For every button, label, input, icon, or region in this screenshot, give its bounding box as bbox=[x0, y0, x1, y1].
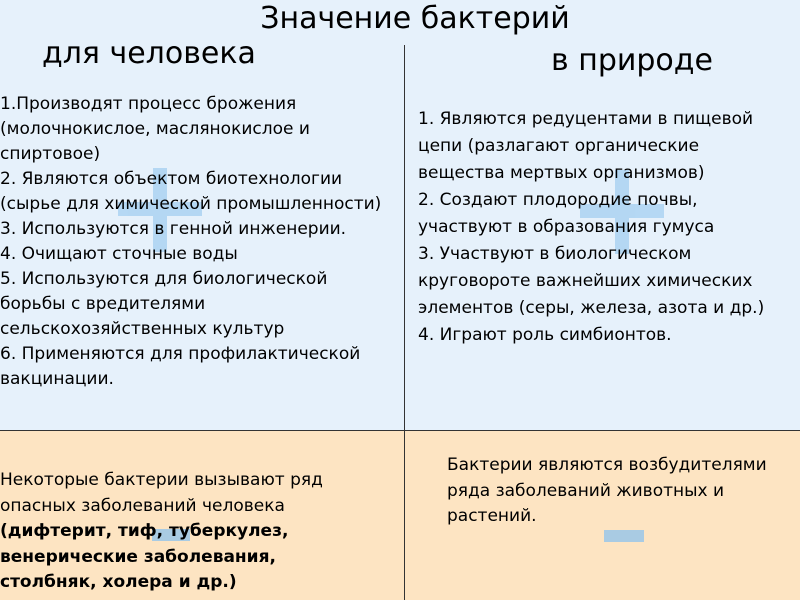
text-line: Бактерии являются возбудителями bbox=[447, 455, 767, 475]
page-title: Значение бактерий bbox=[260, 1, 570, 36]
list-item: круговороте важнейших химических bbox=[418, 271, 753, 291]
list-item: участвуют в образования гумуса bbox=[418, 217, 715, 237]
human-benefits-list bbox=[0, 92, 381, 392]
list-item: 2. Являются объектом биотехнологии bbox=[0, 169, 343, 189]
right-column-heading: в природе bbox=[551, 43, 713, 78]
list-item: 5. Используются для биологической bbox=[0, 269, 328, 289]
list-item: борьбы с вредителями bbox=[0, 294, 206, 314]
disease-list-line: венерические заболевания, bbox=[0, 546, 276, 567]
list-item: 1.Производят процесс брожения bbox=[0, 94, 297, 114]
list-item: сельскохозяйственных культур bbox=[0, 319, 285, 339]
vertical-divider bbox=[404, 45, 405, 600]
list-item: вакцинации. bbox=[0, 369, 114, 389]
list-item: цепи (разлагают органические bbox=[418, 136, 700, 156]
disease-list-line: столбняк, холера и др.) bbox=[0, 572, 237, 592]
list-item: 2. Создают плодородие почвы, bbox=[418, 190, 698, 210]
horizontal-divider bbox=[0, 430, 800, 431]
text-line: опасных заболеваний человека bbox=[0, 495, 285, 516]
text-line: Некоторые бактерии вызывают ряд bbox=[0, 470, 323, 490]
list-item: 6. Применяются для профилактической bbox=[0, 344, 361, 364]
list-item: 4. Очищают сточные воды bbox=[0, 244, 238, 264]
disease-list-line: (дифтерит, тиф, туберкулез, bbox=[0, 521, 289, 541]
minus-sign-right-icon bbox=[604, 530, 644, 542]
list-item: 3. Участвуют в биологическом bbox=[418, 244, 692, 264]
list-item: 3. Используются в генной инженерии. bbox=[0, 219, 347, 239]
list-item: 4. Играют роль симбионтов. bbox=[418, 325, 672, 345]
list-item: (молочнокислое, маслянокислое и bbox=[0, 119, 310, 139]
left-column-heading: для человека bbox=[42, 36, 256, 71]
list-item: вещества мертвых организмов) bbox=[418, 163, 705, 183]
text-line: ряда заболеваний животных и bbox=[447, 480, 725, 501]
nature-benefits-list bbox=[418, 106, 764, 349]
list-item: 1. Являются редуцентами в пищевой bbox=[418, 109, 754, 129]
list-item: (сырье для химической промышленности) bbox=[0, 194, 382, 214]
human-harm-text bbox=[0, 468, 323, 596]
list-item: элементов (серы, железа, азота и др.) bbox=[418, 298, 765, 318]
list-item: спиртовое) bbox=[0, 144, 101, 164]
nature-harm-text bbox=[447, 453, 767, 530]
text-line: растений. bbox=[447, 506, 537, 526]
